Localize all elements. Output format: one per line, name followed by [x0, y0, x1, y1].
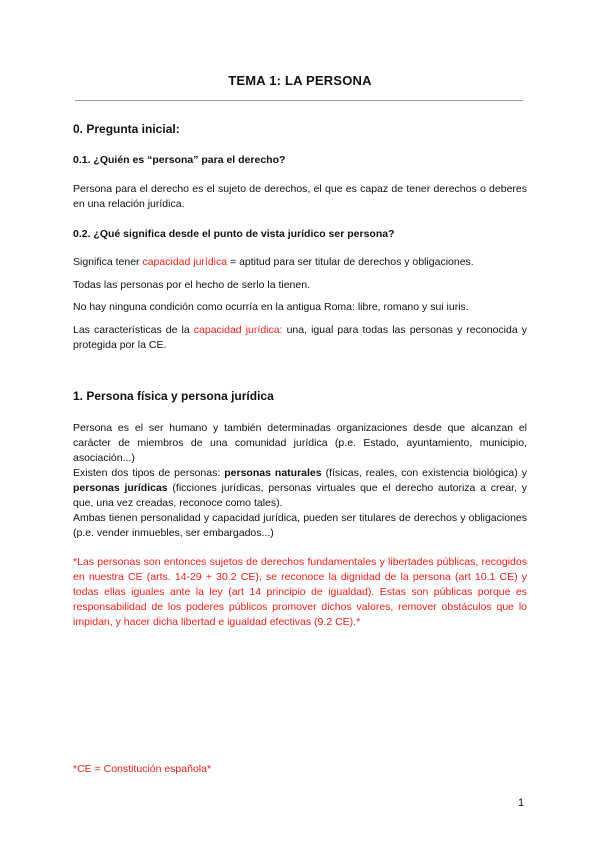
paragraph-caracteristicas-post: una, igual para todas las personas y reconocida y protegida por la CE.: [73, 324, 527, 351]
highlight-capacidad-juridica-2: capacidad jurídica:: [193, 324, 283, 336]
paragraph-roma: No hay ninguna condición como ocurría en la antigua Roma: libre, romano y sui iuris.: [73, 301, 469, 313]
paragraph-todas: Todas las personas por el hecho de serlo la tienen.: [73, 279, 310, 291]
tipos-c: (físicas, reales, con existencia biológica) y: [321, 467, 527, 479]
title-divider: [75, 100, 523, 101]
highlight-capacidad-juridica: capacidad jurídica: [142, 256, 228, 268]
tipos-juridicas: personas jurídicas: [73, 482, 168, 494]
section-1-heading: 1. Persona física y persona jurídica: [73, 389, 274, 403]
tipos-e: (ficciones jurídicas, personas virtuales que el derecho autoriza a crear, y que, una vez creadas, reconoce como tales).: [73, 482, 527, 509]
paragraph-capacidad: [73, 255, 527, 270]
paragraph-capacidad-post: = aptitud para ser titular de derechos y obligaciones.: [227, 256, 474, 268]
footnote: *CE = Constitución española*: [73, 763, 212, 775]
red-note: *Las personas son entonces sujetos de derechos fundamentales y libertades públicas, recogidos en nuestra CE (arts. 14-29 + 30.2 CE), se reconoce la dignidad de la persona (art 10.1 CE) y todas ellas iguales ante la ley (art 14 principio de igualdad). Estas son públicas porque es responsabilidad de los poderes públicos promover dichos valores, remover obstáculos que lo impidan, y hacer dicha libertad e igualdad efectivas (9.2 CE).*: [73, 556, 527, 628]
paragraph-caracteristicas-pre: Las características de la: [73, 324, 194, 336]
section-1-body: [73, 421, 527, 541]
answer-0-1: Persona para el derecho es el sujeto de derechos, el que es capaz de tener derechos o deberes en una relación jurídica.: [73, 183, 527, 210]
paragraph-ambas: Ambas tienen personalidad y capacidad jurídica, pueden ser titulares de derechos y obligaciones (p.e. vender inmuebles, ser embargados...): [73, 512, 527, 539]
paragraph-caracteristicas: [73, 323, 527, 353]
paragraph-tipos: [73, 466, 527, 511]
question-0-2: 0.2. ¿Qué significa desde el punto de vista jurídico ser persona?: [73, 228, 395, 240]
tipos-a: Existen dos tipos de personas:: [73, 467, 225, 479]
section-0-heading: 0. Pregunta inicial:: [73, 122, 180, 136]
page-number: 1: [518, 797, 525, 809]
paragraph-capacidad-pre: Significa tener: [73, 256, 143, 268]
document-title: TEMA 1: LA PERSONA: [228, 73, 372, 88]
tipos-naturales: personas naturales: [224, 467, 322, 479]
paragraph-persona: Persona es el ser humano y también determinadas organizaciones desde que alcanzan el carácter de miembros de una comunidad jurídica (p.e. Estado, ayuntamiento, municipio, asociación...): [73, 422, 527, 464]
question-0-1: 0.1. ¿Quién es “persona” para el derecho?: [73, 154, 286, 166]
